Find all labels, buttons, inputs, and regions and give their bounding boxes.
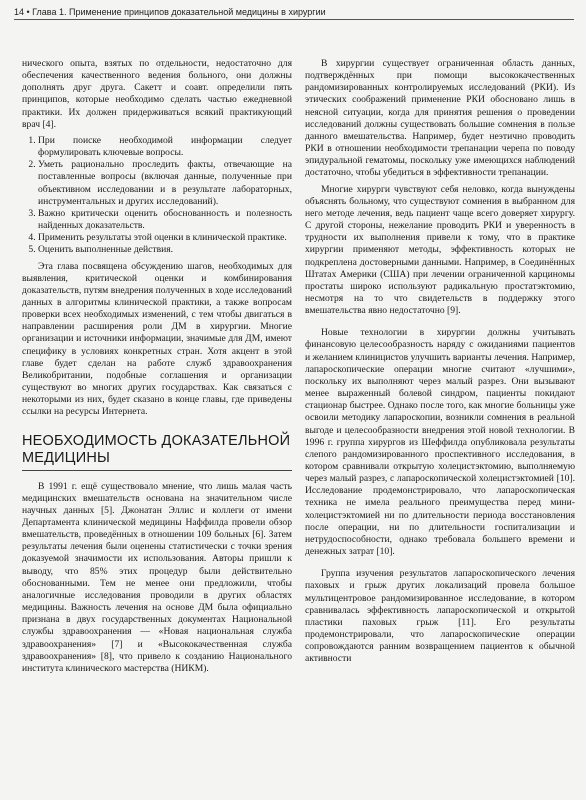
section-heading: НЕОБХОДИМОСТЬ ДОКАЗАТЕЛЬНОЙ МЕДИЦИНЫ bbox=[22, 432, 291, 466]
left-column bbox=[22, 58, 292, 679]
paragraph: Многие хирурги чувствуют себя неловко, когда вынуждены объяснять больному, что существуют сомнения в выбранном для него методе лечения, ведь пациент чаще всего доверяет хирургу. С другой стороны, нежелание проводить РКИ и уверенность в трудности их выполнения привели к тому, что в практике хирургии применяют методы, эффективность которых не подкреплена достоверными данными. Например, в Соединённых Штатах Америки (США) при лечении ограниченной карциномы простаты широко используют радикальную простатэктомию, несмотря на то что свидетельств в поддержку этого вмешательства явно недостаточно [9]. bbox=[305, 183, 575, 317]
header-rule bbox=[14, 19, 574, 20]
heading-rule bbox=[22, 470, 292, 471]
paragraph: Новые технологии в хирургии должны учитывать финансовую целесообразность наряду с ожиданиями пациентов и желанием клиницистов улучшить варианты лечения. Например, лапароскопические операции многие считают «лучшими», поскольку их выполняют через малый разрез. Они вызывают менее выраженный болевой синдром, пациенты покидают стационар быстрее. Однако после того, как многие больницы уже освоили методику лапароскопии, возникли сомнения в реальной выгоде и целесообразности внедрения этой новой технологии. В 1996 г. группа хирургов из Шеффилда опубликовала результаты слепого рандомизированного проспективного исследования, в котором сравнивали открытую холецистэктомию, выполняемую через малый разрез, с лапароскопической холецистэктомией [10]. Исследование продемонстрировало, что лапароскопическая техника не имела реального преимущества перед мини-холецистэктомией ни по длительности периода восстановления после операции, ни по длительности госпитализации и нетрудоспособности, однако требовала большего времени и денежных затрат [10]. bbox=[305, 327, 575, 558]
list-item: 4. Применить результаты этой оценки в клинической практике. bbox=[38, 232, 292, 244]
paragraph: В хирургии существует ограниченная область данных, подтверждённых при помощи высококачественных рандомизированных контролируемых исследований (РКИ). Из этических соображений применение РКИ обосновано лишь в неясной ситуации, когда для принятия решения о проведении исследований должны существовать большие сомнения в пользе данного вмешательства. Например, будет неэтично проводить РКИ в отношении необходимости трепанации черепа по поводу эпидуральной гематомы, поскольку уже имеющихся наблюдений достаточно, чтобы убедиться в эффективности трепанации. bbox=[305, 58, 575, 179]
list-item: 1. При поиске необходимой информации следует формулировать ключевые вопросы. bbox=[38, 135, 292, 159]
list-item: 2. Уметь рационально проследить факты, отвечающие на поставленные вопросы (включая данные, полученные при объективном исследовании и в результате лабораторных, инструментальных и других исследований). bbox=[38, 159, 292, 208]
paragraph: В 1991 г. ещё существовало мнение, что лишь малая часть медицинских вмешательств основана на значительном числе научных данных [5]. Джонатан Эллис и коллеги от имени Департамента клинической медицины Наффилда провели обзор вмешательств, проведённых в отношении 109 больных [6]. Затем результаты лечения были оценены статистически с точки зрения доказуемой значимости их использования. Авторы пришли к выводу, что 85% этих процедур были действительно обоснованными. Тем не менее они предложили, чтобы аналогичные исследования проводили в других областях медицины. Важность лечения на основе ДМ была официально признана в двух государственных документах Национальной службы здравоохранения — «Новая национальная служба здравоохранения» [7] и «Высококачественная служба здравоохранения» [8], что привело к созданию Национального института клинического мастерства (НИКМ). bbox=[22, 480, 292, 674]
principles-list bbox=[22, 135, 292, 257]
right-column bbox=[305, 58, 575, 670]
list-item: 5. Оценить выполненные действия. bbox=[38, 244, 292, 256]
list-item: 3. Важно критически оценить обоснованность и полезность найденных доказательств. bbox=[38, 208, 292, 232]
paragraph: Эта глава посвящена обсуждению шагов, необходимых для выявления, критической оценки и комбинирования доказательств, путям внедрения полученных в ходе исследований данных в алгоритмы клинической практики, а также вопросам проверки всех необходимых изменений, с тем чтобы двигаться в направлении расширения роли ДМ в хирургии. Многие организации и источники информации, значимые для ДМ, имеют специфику в условиях конкретных стран. Хотя акцент в этой главе будет сделан на работе служб здравоохранения Великобритании, подобные соглашения и организации существуют во многих других государствах. Как связаться с некоторыми из них, будет сказано в конце главы, где приведены ссылки на ресурсы Интернета. bbox=[22, 260, 292, 418]
running-head: 14 • Глава 1. Применение принципов доказательной медицины в хирургии bbox=[14, 7, 326, 17]
paragraph-continued: нического опыта, взятых по отдельности, недостаточно для обеспечения качественного ведения больного, они должны дополнять друг друга. Сакетт и соавт. определили пять принципов, которые необходимо сделать частью ежедневной практики. Их должен придерживаться всякий практикующий врач [4]. bbox=[22, 58, 292, 130]
paragraph: Группа изучения результатов лапароскопического лечения паховых и грыж других локализаций провела большое мультицентровое рандомизированное исследование, в котором сравнивалась эффективность лапароскопической и открытой пластики паховых грыж [11]. Его результаты продемонстрировали, что лапароскопические операции сопровождаются ранним возвращением пациентов к обычной активности bbox=[305, 568, 575, 665]
